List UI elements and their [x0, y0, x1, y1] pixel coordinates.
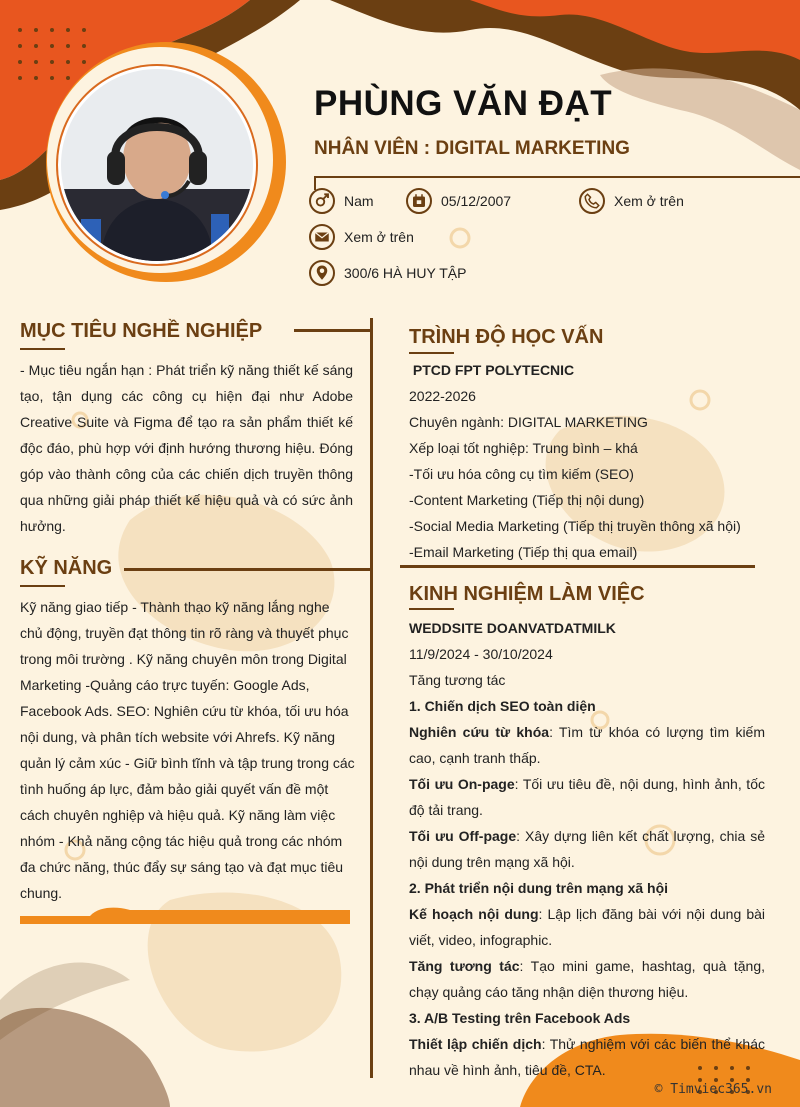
task-item: Thiết lập chiến dịch: Thử nghiệm với các biến thể khác nhau về hình ảnh, tiêu đề, CTA.	[409, 1036, 765, 1078]
address-info	[309, 260, 466, 286]
avatar	[58, 66, 256, 264]
phone-info	[579, 188, 684, 214]
course-item: -Tối ưu hóa công cụ tìm kiếm (SEO)	[409, 466, 634, 482]
address-value: 300/6 HÀ HUY TẬP	[344, 265, 467, 281]
phone-value: Xem ở trên	[614, 193, 684, 209]
career-goal-underline	[20, 348, 65, 350]
career-goal-title-line	[294, 329, 372, 332]
task-heading: 2. Phát triển nội dung trên mạng xã hội	[409, 880, 669, 896]
skills-underline	[20, 585, 65, 587]
study-years: 2022-2026	[409, 388, 476, 404]
experience-title: KINH NGHIỆM LÀM VIỆC	[409, 583, 645, 605]
course-item: -Content Marketing (Tiếp thị nội dung)	[409, 492, 645, 508]
candidate-name: PHÙNG VĂN ĐẠT	[314, 84, 613, 123]
task-heading: 1. Chiến dịch SEO toàn diện	[409, 698, 596, 714]
task-item: Tăng tương tác: Tạo mini game, hashtag, quà tặng, chạy quảng cáo tăng nhận diện thương hiệu.	[409, 958, 765, 1000]
work-role: Tăng tương tác	[409, 672, 506, 688]
course-item: -Email Marketing (Tiếp thị qua email)	[409, 544, 638, 560]
education-underline	[409, 352, 454, 354]
skills-title: KỸ NĂNG	[20, 557, 113, 579]
school-name: PTCD FPT POLYTECNIC	[409, 362, 575, 378]
gender-value: Nam	[344, 193, 374, 209]
experience-block	[409, 615, 765, 1083]
job-title: NHÂN VIÊN : DIGITAL MARKETING	[314, 138, 630, 159]
phone-icon	[579, 188, 605, 214]
graduation-grade: Xếp loại tốt nghiệp: Trung bình – khá	[409, 440, 638, 456]
birthday-info	[406, 188, 511, 214]
task-heading: 3. A/B Testing trên Facebook Ads	[409, 1010, 631, 1026]
email-info	[309, 224, 414, 250]
avatar-photo	[61, 69, 253, 261]
education-title: TRÌNH ĐỘ HỌC VẤN	[409, 326, 604, 348]
gender-info	[309, 188, 374, 214]
calendar-icon	[406, 188, 432, 214]
career-goal-title: MỤC TIÊU NGHỀ NGHIỆP	[20, 320, 263, 342]
task-item: Kế hoạch nội dung: Lập lịch đăng bài với nội dung bài viết, video, infographic.	[409, 906, 766, 948]
major: Chuyên ngành: DIGITAL MARKETING	[409, 414, 648, 430]
skills-text: Kỹ năng giao tiếp - Thành thạo kỹ năng lắng nghe chủ động, truyền đạt thông tin rõ ràng và thuyết phục trong môi trường . Kỹ năng chuyên môn trong Digital Marketing -Quảng cáo trực tuyến: Google Ads, Facebook Ads. SEO: Nghiên cứu từ khóa, tối ưu hóa nội dung, và phân tích website với Ahrefs. Kỹ năng quản lý cảm xúc - Giữ bình tĩnh và tập trung trong các tình huống áp lực, đảm bảo giải quyết vấn đề một cách chuyên nghiệp và hiệu quả. Kỹ năng làm việc nhóm - Khả năng cộng tác hiệu quả trong các nhóm đa chức năng, thúc đẩy sự sáng tạo và đạt mục tiêu chung.	[20, 599, 355, 901]
watermark: © Timviec365.vn	[654, 1082, 772, 1097]
gender-icon	[309, 188, 335, 214]
education-block	[409, 357, 764, 565]
course-item: -Social Media Marketing (Tiếp thị truyền thông xã hội)	[409, 518, 741, 534]
task-item: Tối ưu On-page: Tối ưu tiêu đề, nội dung, hình ảnh, tốc độ tải trang.	[409, 776, 765, 818]
task-item: Tối ưu Off-page: Xây dựng liên kết chất lượng, chia sẻ nội dung trên mạng xã hội.	[409, 828, 766, 870]
birthday-value: 05/12/2007	[441, 193, 512, 209]
location-icon	[309, 260, 335, 286]
company-name: WEDDSITE DOANVATDATMILK	[409, 620, 616, 636]
experience-underline	[409, 608, 454, 610]
skills-title-line	[124, 568, 372, 571]
email-icon	[309, 224, 335, 250]
email-value: Xem ở trên	[344, 229, 414, 245]
header-divider	[314, 176, 800, 178]
career-goal-text: - Mục tiêu ngắn hạn : Phát triển kỹ năng thiết kế sáng tạo, tận dụng các công cụ hiện đại như Adobe Creative Suite và Figma để tạo ra sản phẩm thiết kế độc đáo, phù hợp với định hướng thương hiệu. Đóng góp vào thành công của các chiến dịch truyền thông qua những giải pháp thiết kế hiệu quả và có sức ảnh hưởng.	[20, 362, 353, 534]
work-period: 11/9/2024 - 30/10/2024	[409, 646, 553, 662]
task-item: Nghiên cứu từ khóa: Tìm từ khóa có lượng tìm kiếm cao, cạnh tranh thấp.	[409, 724, 766, 766]
section-divider	[400, 565, 755, 568]
